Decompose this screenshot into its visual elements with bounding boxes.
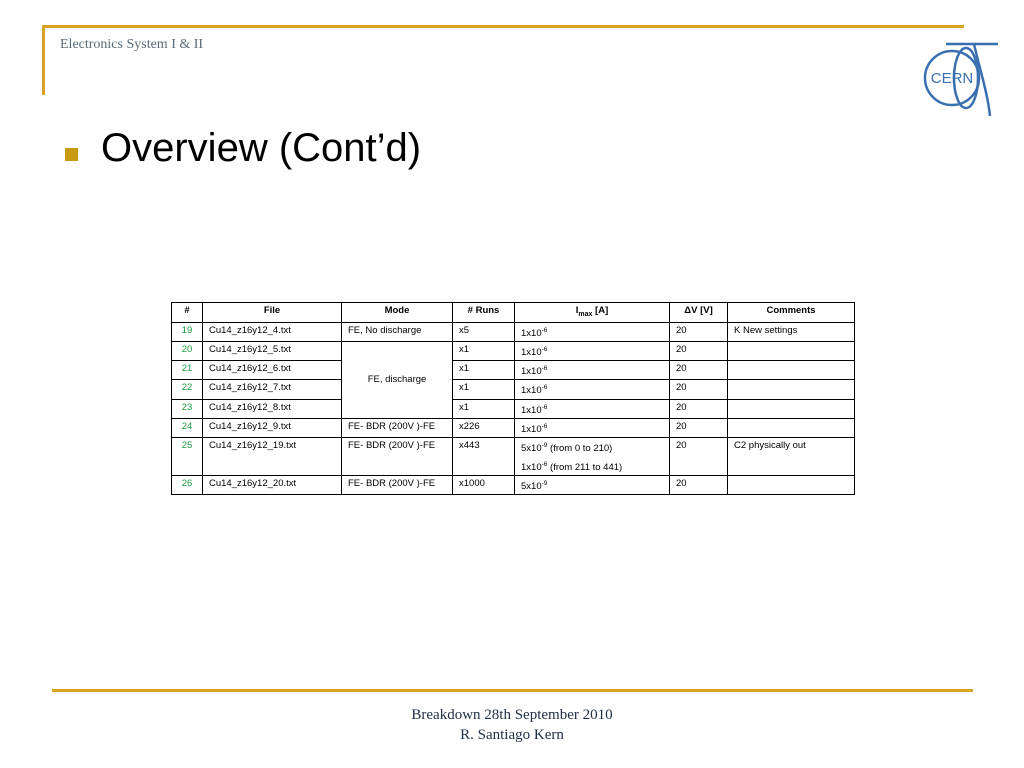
runs-cell: x1 <box>453 380 515 399</box>
mode-cell: FE, No discharge <box>342 322 453 341</box>
run-number: 20 <box>172 342 203 361</box>
footer-line-2: R. Santiago Kern <box>460 727 564 743</box>
course-title: Electronics System I & II <box>60 37 204 52</box>
cern-logo <box>918 40 1000 118</box>
delta-v-cell: 20 <box>670 437 728 475</box>
runs-table <box>171 302 855 495</box>
runs-cell: x226 <box>453 418 515 437</box>
col-header-runs: # Runs <box>453 303 515 323</box>
comments-cell: K New settings <box>728 322 855 341</box>
imax-cell: $1x10^{-6}$ <box>515 322 670 341</box>
run-number: 23 <box>172 399 203 418</box>
runs-cell: x1 <box>453 361 515 380</box>
imax-cell: $1x10^{-6}$ <box>515 399 670 418</box>
table-row <box>172 342 855 361</box>
table-row <box>172 476 855 495</box>
table-row <box>172 322 855 341</box>
header-rule-vertical <box>42 25 45 95</box>
runs-cell: x1 <box>453 399 515 418</box>
delta-v-cell: 20 <box>670 399 728 418</box>
delta-v-cell: 20 <box>670 322 728 341</box>
file-cell: Cu14_z16y12_4.txt <box>203 322 342 341</box>
runs-cell: x1000 <box>453 476 515 495</box>
imax-cell: $1x10^{-6}$ <box>515 361 670 380</box>
comments-cell <box>728 342 855 361</box>
table-row <box>172 437 855 475</box>
file-cell: Cu14_z16y12_20.txt <box>203 476 342 495</box>
file-cell: Cu14_z16y12_7.txt <box>203 380 342 399</box>
delta-v-cell: 20 <box>670 380 728 399</box>
run-number: 25 <box>172 437 203 475</box>
imax-cell: $5x10^{-9}$ <box>515 476 670 495</box>
bullet-square <box>65 148 78 161</box>
runs-cell: x5 <box>453 322 515 341</box>
comments-cell <box>728 476 855 495</box>
col-header-comments: Comments <box>728 303 855 323</box>
mode-cell: FE- BDR (200V )-FE <box>342 418 453 437</box>
run-number: 19 <box>172 322 203 341</box>
col-header-number: # <box>172 303 203 323</box>
comments-cell <box>728 380 855 399</box>
imax-cell: $1x10^{-6}$ <box>515 380 670 399</box>
run-number: 22 <box>172 380 203 399</box>
table-row <box>172 361 855 380</box>
table-header-row <box>172 303 855 323</box>
imax-cell: $1x10^{-6}$ <box>515 418 670 437</box>
imax-line-2: $1x10^{-6}$ (from 211 to 441) <box>521 460 623 474</box>
table-row <box>172 399 855 418</box>
col-header-file: File <box>203 303 342 323</box>
file-cell: Cu14_z16y12_6.txt <box>203 361 342 380</box>
table-row <box>172 418 855 437</box>
col-header-delta-v: ΔV [V] <box>670 303 728 323</box>
mode-cell: FE- BDR (200V )-FE <box>342 437 453 475</box>
footer-rule <box>52 689 973 692</box>
slide-title: Overview (Cont’d) <box>101 126 422 170</box>
table-row <box>172 380 855 399</box>
header-rule-horizontal <box>42 25 964 28</box>
delta-v-cell: 20 <box>670 361 728 380</box>
mode-cell-merged: FE, discharge <box>342 342 453 419</box>
col-header-imax: $I_{max}$ [A] <box>515 303 670 323</box>
imax-cell <box>515 437 670 475</box>
comments-cell <box>728 418 855 437</box>
col-header-mode: Mode <box>342 303 453 323</box>
file-cell: Cu14_z16y12_19.txt <box>203 437 342 475</box>
delta-v-cell: 20 <box>670 476 728 495</box>
delta-v-cell: 20 <box>670 342 728 361</box>
imax-line-1: $5x10^{-9}$ (from 0 to 210) <box>521 441 613 454</box>
file-cell: Cu14_z16y12_5.txt <box>203 342 342 361</box>
comments-cell <box>728 361 855 380</box>
comments-cell <box>728 399 855 418</box>
delta-v-cell: 20 <box>670 418 728 437</box>
run-number: 21 <box>172 361 203 380</box>
cern-logo-text: CERN <box>930 70 974 87</box>
imax-cell: $1x10^{-6}$ <box>515 342 670 361</box>
file-cell: Cu14_z16y12_9.txt <box>203 418 342 437</box>
mode-cell: FE- BDR (200V )-FE <box>342 476 453 495</box>
comments-cell: C2 physically out <box>728 437 855 475</box>
footer-line-1: Breakdown 28th September 2010 <box>411 707 613 723</box>
run-number: 26 <box>172 476 203 495</box>
file-cell: Cu14_z16y12_8.txt <box>203 399 342 418</box>
run-number: 24 <box>172 418 203 437</box>
runs-cell: x1 <box>453 342 515 361</box>
runs-cell: x443 <box>453 437 515 475</box>
